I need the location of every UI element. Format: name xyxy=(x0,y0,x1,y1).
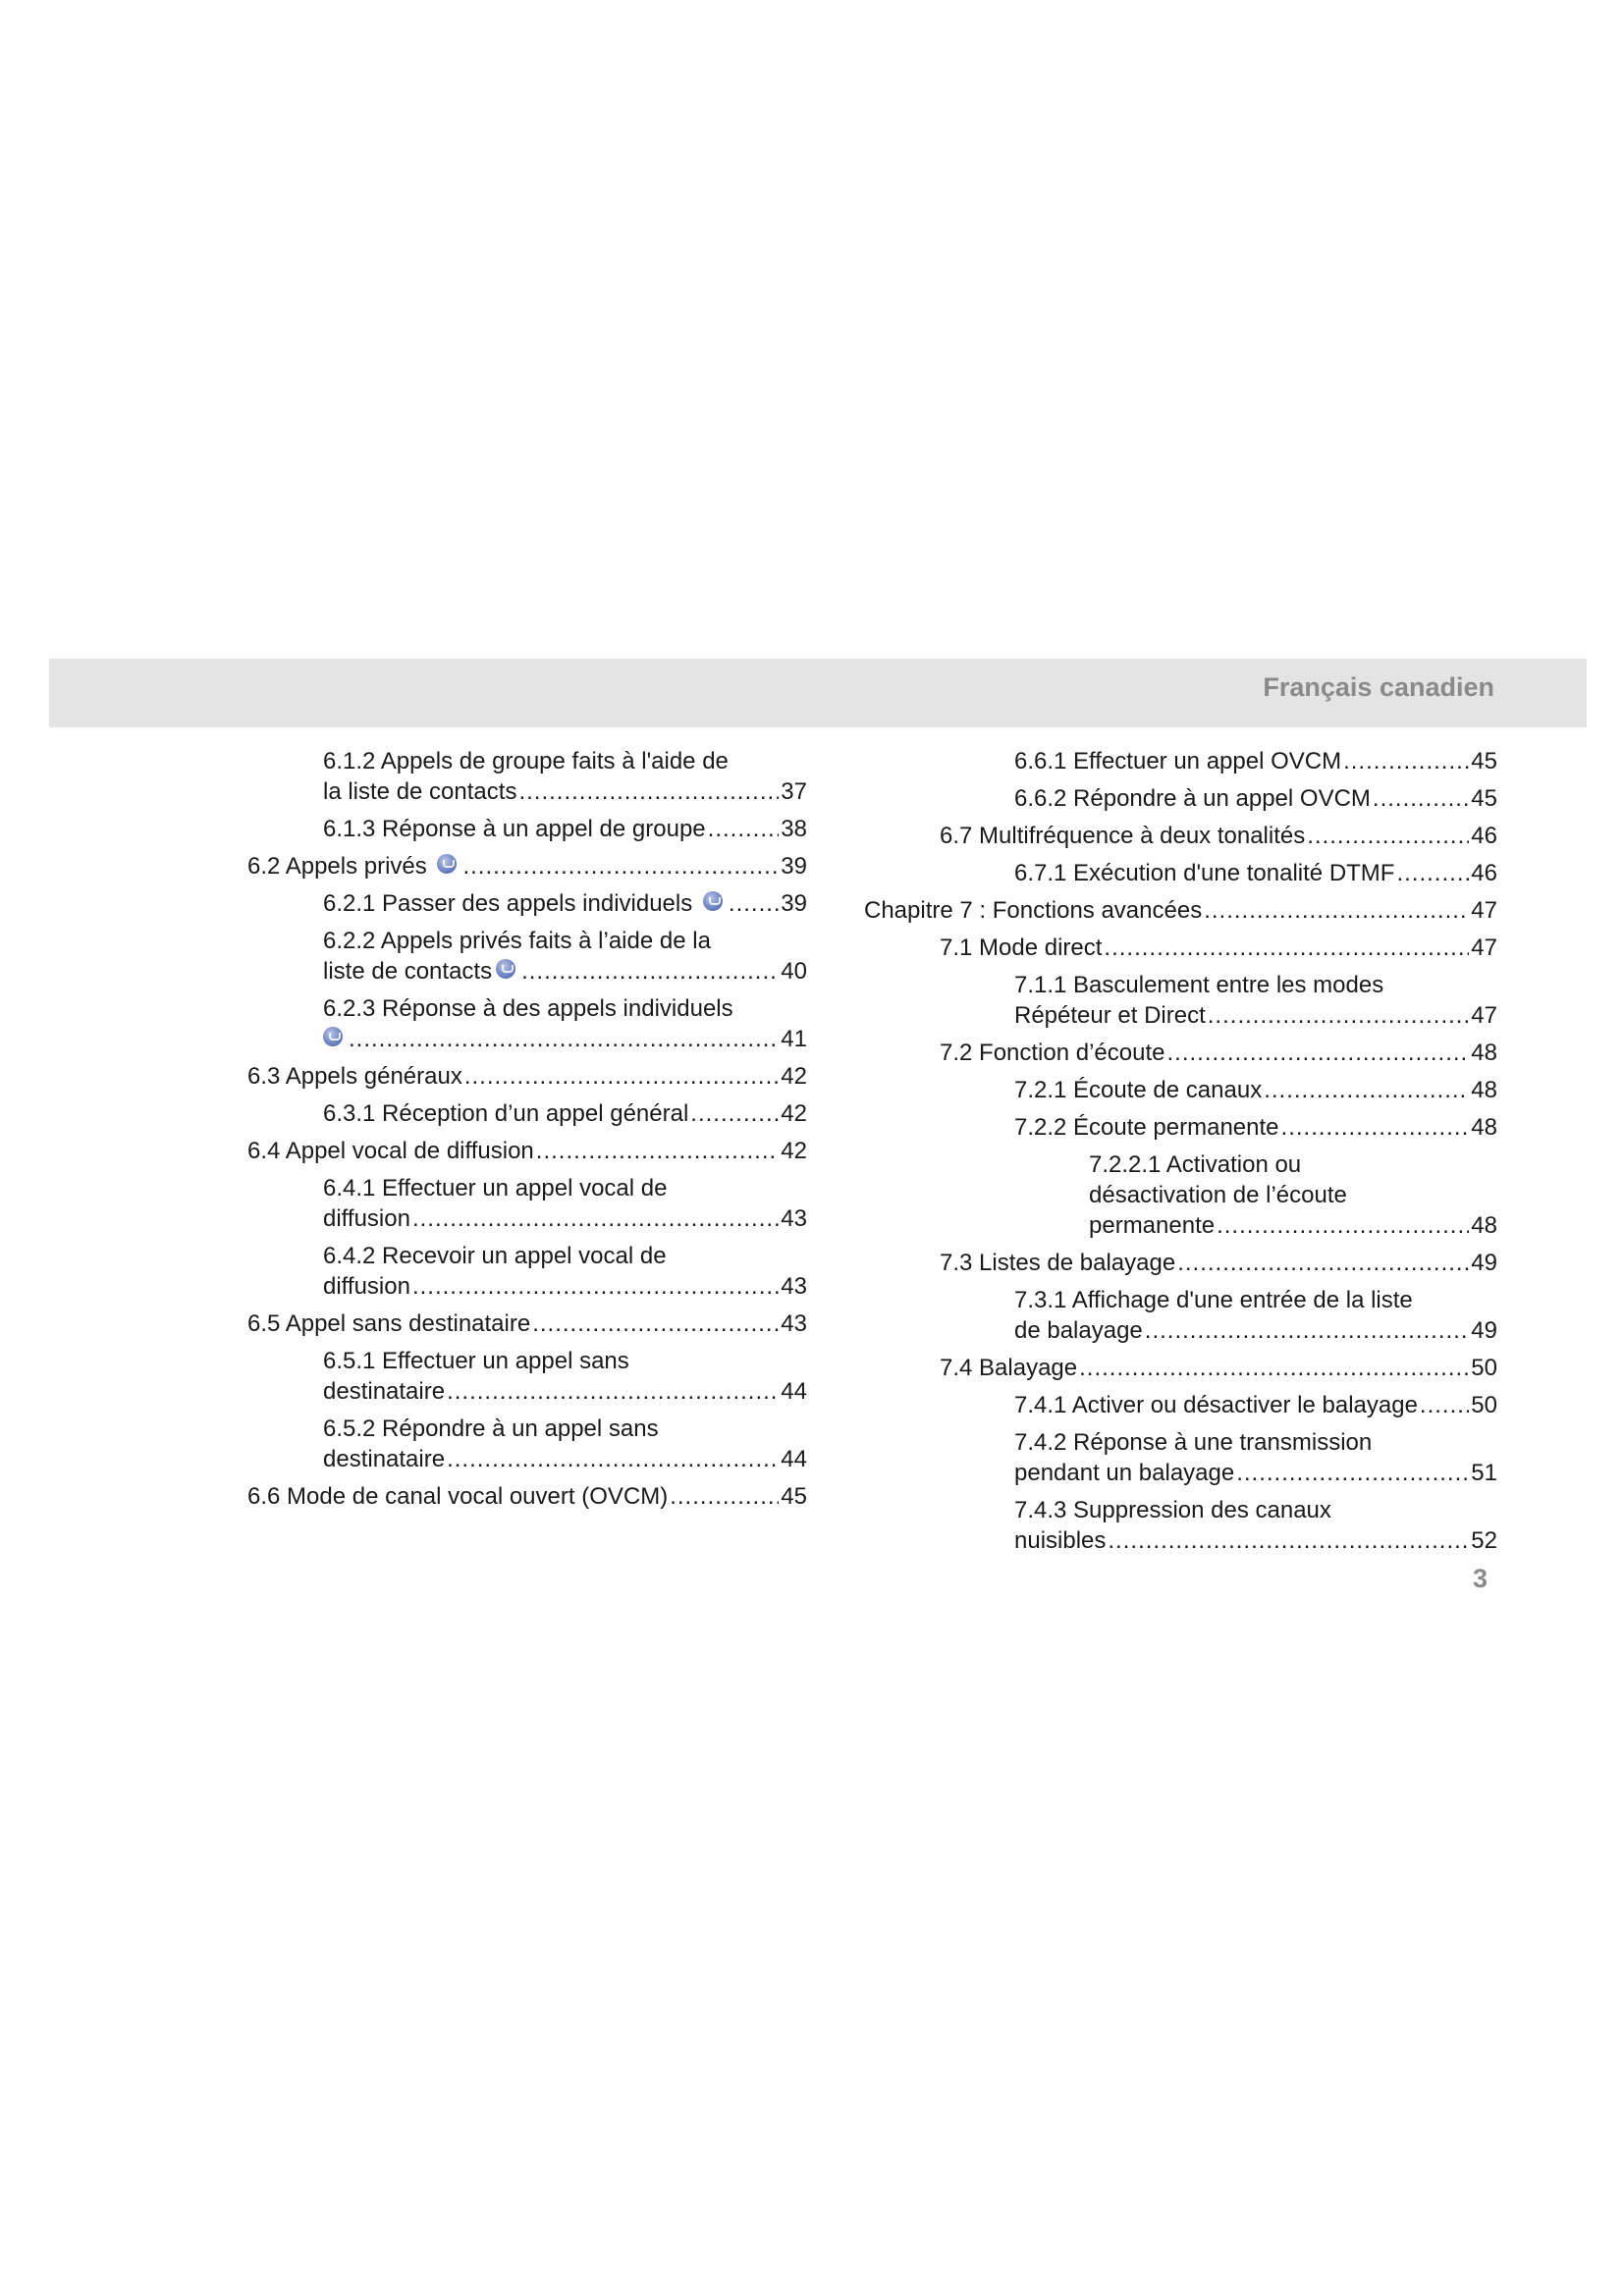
toc-entry-7-1-1[interactable] xyxy=(864,970,1497,1038)
toc-entry-6-5-1[interactable] xyxy=(247,1346,807,1414)
leader-dots xyxy=(1236,1458,1469,1488)
leader-dots xyxy=(1079,1353,1469,1383)
toc-entry-7-2-2[interactable] xyxy=(864,1112,1497,1149)
leader-dots xyxy=(521,956,779,987)
toc-entry-6-4-1[interactable] xyxy=(247,1173,807,1241)
toc-page-number: 46 xyxy=(1471,823,1497,849)
toc-entry-7-4-3[interactable] xyxy=(864,1495,1497,1563)
toc-entry-6-1-3[interactable] xyxy=(247,814,807,851)
toc-entry-7-3-1[interactable] xyxy=(864,1285,1497,1353)
toc-page-number: 46 xyxy=(1471,860,1497,886)
leader-dots xyxy=(1343,746,1469,776)
toc-entry-6-2-1[interactable] xyxy=(247,888,807,926)
toc-page-number: 47 xyxy=(1471,934,1497,961)
language-title: Français canadien xyxy=(1263,672,1494,702)
toc-page-number: 44 xyxy=(781,1378,807,1405)
toc-page-number: 39 xyxy=(781,890,807,917)
toc-entry-title-cont: Répéteur et Direct xyxy=(1014,1002,1206,1029)
toc-entry-title: 7.2.2 Écoute permanente xyxy=(1014,1114,1279,1141)
toc-entry-title: 6.6.2 Répondre à un appel OVCM xyxy=(1014,785,1371,812)
leader-dots xyxy=(462,851,779,881)
toc-entry-title: 6.5.2 Répondre à un appel sans xyxy=(323,1415,659,1442)
leader-dots xyxy=(708,814,780,844)
leader-dots xyxy=(1167,1038,1470,1068)
toc-entry-title-cont: de balayage xyxy=(1014,1317,1143,1344)
toc-entry-title-cont: la liste de contacts xyxy=(323,778,517,805)
toc-page-number: 50 xyxy=(1471,1355,1497,1381)
toc-entry-6-3[interactable] xyxy=(247,1061,807,1098)
toc-page-number: 43 xyxy=(781,1310,807,1337)
leader-dots xyxy=(518,776,779,807)
toc-page-number: 48 xyxy=(1471,1040,1497,1066)
toc-page-number: 42 xyxy=(781,1138,807,1164)
toc-entry-title-cont: liste de contacts xyxy=(323,958,493,985)
toc-entry-title: 7.4 Balayage xyxy=(940,1355,1078,1381)
toc-entry-title: 7.3.1 Affichage d'une entrée de la liste xyxy=(1014,1287,1413,1313)
toc-page-number: 51 xyxy=(1471,1460,1497,1486)
toc-entry-title: 7.2 Fonction d’écoute xyxy=(940,1040,1165,1066)
toc-entry-title: 6.6 Mode de canal vocal ouvert (OVCM) xyxy=(247,1483,669,1510)
leader-dots xyxy=(1373,783,1469,814)
toc-entry-chapter-7[interactable] xyxy=(864,895,1497,933)
toc-entry-title-cont: pendant un balayage xyxy=(1014,1460,1235,1486)
toc-entry-title: 6.2 Appels privés xyxy=(247,853,427,880)
toc-entry-7-4[interactable] xyxy=(864,1353,1497,1390)
toc-entry-6-2-2[interactable] xyxy=(247,926,807,993)
leader-dots xyxy=(1420,1390,1469,1420)
toc-entry-title: 6.5 Appel sans destinataire xyxy=(247,1310,531,1337)
leader-dots xyxy=(670,1481,779,1512)
leader-dots xyxy=(729,888,779,919)
leader-dots xyxy=(349,1024,779,1054)
toc-left-column xyxy=(247,746,807,1519)
toc-entry-6-6-2[interactable] xyxy=(864,783,1497,821)
toc-right-column xyxy=(864,746,1497,1563)
toc-entry-title-cont: diffusion xyxy=(323,1273,410,1300)
toc-entry-title: 7.4.1 Activer ou désactiver le balayage xyxy=(1014,1392,1418,1418)
toc-page-number: 42 xyxy=(781,1100,807,1127)
toc-page-number: 38 xyxy=(781,816,807,842)
toc-page-number: 39 xyxy=(781,853,807,880)
leader-dots xyxy=(1208,1000,1470,1031)
toc-entry-title: 6.3 Appels généraux xyxy=(247,1063,462,1090)
toc-entry-6-7[interactable] xyxy=(864,821,1497,858)
toc-page-number: 45 xyxy=(1471,748,1497,774)
private-call-icon xyxy=(703,891,723,911)
toc-entry-6-3-1[interactable] xyxy=(247,1098,807,1136)
toc-entry-6-1-2[interactable] xyxy=(247,746,807,814)
toc-page-number: 43 xyxy=(781,1273,807,1300)
leader-dots xyxy=(1145,1315,1470,1346)
toc-page-number: 48 xyxy=(1471,1077,1497,1103)
toc-entry-6-4-2[interactable] xyxy=(247,1241,807,1308)
toc-entry-7-2[interactable] xyxy=(864,1038,1497,1075)
leader-dots xyxy=(464,1061,779,1092)
header-band xyxy=(49,659,1587,727)
leader-dots xyxy=(1281,1112,1470,1143)
toc-page-number: 41 xyxy=(781,1026,807,1052)
toc-entry-title: Chapitre 7 : Fonctions avancées xyxy=(864,897,1203,924)
leader-dots xyxy=(690,1098,779,1129)
leader-dots xyxy=(1264,1075,1469,1105)
toc-page-number: 48 xyxy=(1471,1212,1497,1239)
leader-dots xyxy=(412,1203,779,1234)
toc-entry-title-cont: désactivation de l’écoute xyxy=(1089,1182,1347,1208)
toc-entry-title: 6.5.1 Effectuer un appel sans xyxy=(323,1348,629,1374)
toc-entry-title: 7.4.3 Suppression des canaux xyxy=(1014,1497,1331,1523)
toc-page-number: 45 xyxy=(1471,785,1497,812)
toc-entry-6-2-3[interactable] xyxy=(247,993,807,1061)
toc-entry-7-4-1[interactable] xyxy=(864,1390,1497,1427)
toc-entry-7-1[interactable] xyxy=(864,933,1497,970)
toc-page-number: 49 xyxy=(1471,1317,1497,1344)
toc-entry-title: 6.7 Multifréquence à deux tonalités xyxy=(940,823,1306,849)
leader-dots xyxy=(1104,933,1469,963)
leader-dots xyxy=(1307,821,1469,851)
leader-dots xyxy=(1177,1248,1469,1278)
toc-entry-6-4[interactable] xyxy=(247,1136,807,1173)
toc-entry-7-2-1[interactable] xyxy=(864,1075,1497,1112)
toc-page-number: 37 xyxy=(781,778,807,805)
toc-entry-title: 7.1 Mode direct xyxy=(940,934,1103,961)
toc-entry-title: 6.3.1 Réception d’un appel général xyxy=(323,1100,689,1127)
toc-page-number: 47 xyxy=(1471,897,1497,924)
toc-entry-6-6[interactable] xyxy=(247,1481,807,1519)
toc-entry-7-2-2-1[interactable] xyxy=(864,1149,1497,1248)
toc-entry-title-cont: destinataire xyxy=(323,1446,446,1472)
toc-entry-title: 7.1.1 Basculement entre les modes xyxy=(1014,972,1384,998)
toc-entry-6-2[interactable] xyxy=(247,851,807,888)
toc-page-number: 52 xyxy=(1471,1527,1497,1554)
toc-entry-title: 6.2.3 Réponse à des appels individuels xyxy=(323,995,733,1022)
toc-entry-6-7-1[interactable] xyxy=(864,858,1497,895)
toc-page-number: 43 xyxy=(781,1205,807,1232)
leader-dots xyxy=(1396,858,1469,888)
toc-page-number: 40 xyxy=(781,958,807,985)
toc-entry-title: 6.1.2 Appels de groupe faits à l'aide de xyxy=(323,748,729,774)
leader-dots xyxy=(412,1271,779,1302)
toc-entry-title: 6.4.1 Effectuer un appel vocal de xyxy=(323,1175,668,1201)
toc-entry-title: 6.4.2 Recevoir un appel vocal de xyxy=(323,1243,667,1269)
toc-entry-title: 7.2.2.1 Activation ou xyxy=(1089,1151,1302,1178)
toc-entry-6-6-1[interactable] xyxy=(864,746,1497,783)
toc-page-number: 48 xyxy=(1471,1114,1497,1141)
page-number: 3 xyxy=(1472,1564,1488,1593)
toc-entry-title: 6.6.1 Effectuer un appel OVCM xyxy=(1014,748,1342,774)
toc-entry-6-5[interactable] xyxy=(247,1308,807,1346)
toc-entry-title: 7.4.2 Réponse à une transmission xyxy=(1014,1429,1373,1456)
toc-page-number: 45 xyxy=(781,1483,807,1510)
leader-dots xyxy=(1204,895,1469,926)
leader-dots xyxy=(1217,1210,1469,1241)
private-call-icon xyxy=(437,854,457,874)
toc-entry-7-3[interactable] xyxy=(864,1248,1497,1285)
toc-entry-title: 6.1.3 Réponse à un appel de groupe xyxy=(323,816,706,842)
toc-entry-title-cont: nuisibles xyxy=(1014,1527,1107,1554)
toc-entry-title: 7.2.1 Écoute de canaux xyxy=(1014,1077,1263,1103)
leader-dots xyxy=(532,1308,779,1339)
toc-page-number: 49 xyxy=(1471,1250,1497,1276)
toc-page-number: 42 xyxy=(781,1063,807,1090)
toc-page-number: 50 xyxy=(1471,1392,1497,1418)
toc-entry-title: 6.4 Appel vocal de diffusion xyxy=(247,1138,534,1164)
toc-entry-6-5-2[interactable] xyxy=(247,1414,807,1481)
toc-page-number: 44 xyxy=(781,1446,807,1472)
toc-entry-7-4-2[interactable] xyxy=(864,1427,1497,1495)
private-call-icon xyxy=(323,1027,343,1046)
leader-dots xyxy=(1108,1525,1469,1556)
toc-page-number: 47 xyxy=(1471,1002,1497,1029)
toc-entry-title: 6.2.2 Appels privés faits à l’aide de la xyxy=(323,928,711,954)
toc-entry-title: 6.7.1 Exécution d'une tonalité DTMF xyxy=(1014,860,1395,886)
leader-dots xyxy=(447,1444,779,1474)
toc-entry-title-cont: destinataire xyxy=(323,1378,446,1405)
toc-entry-title-cont: diffusion xyxy=(323,1205,410,1232)
toc-entry-title-cont: permanente xyxy=(1089,1212,1216,1239)
private-call-icon xyxy=(496,959,515,979)
toc-entry-title: 7.3 Listes de balayage xyxy=(940,1250,1176,1276)
toc-entry-title: 6.2.1 Passer des appels individuels xyxy=(323,890,693,917)
leader-dots xyxy=(536,1136,780,1166)
leader-dots xyxy=(447,1376,779,1407)
